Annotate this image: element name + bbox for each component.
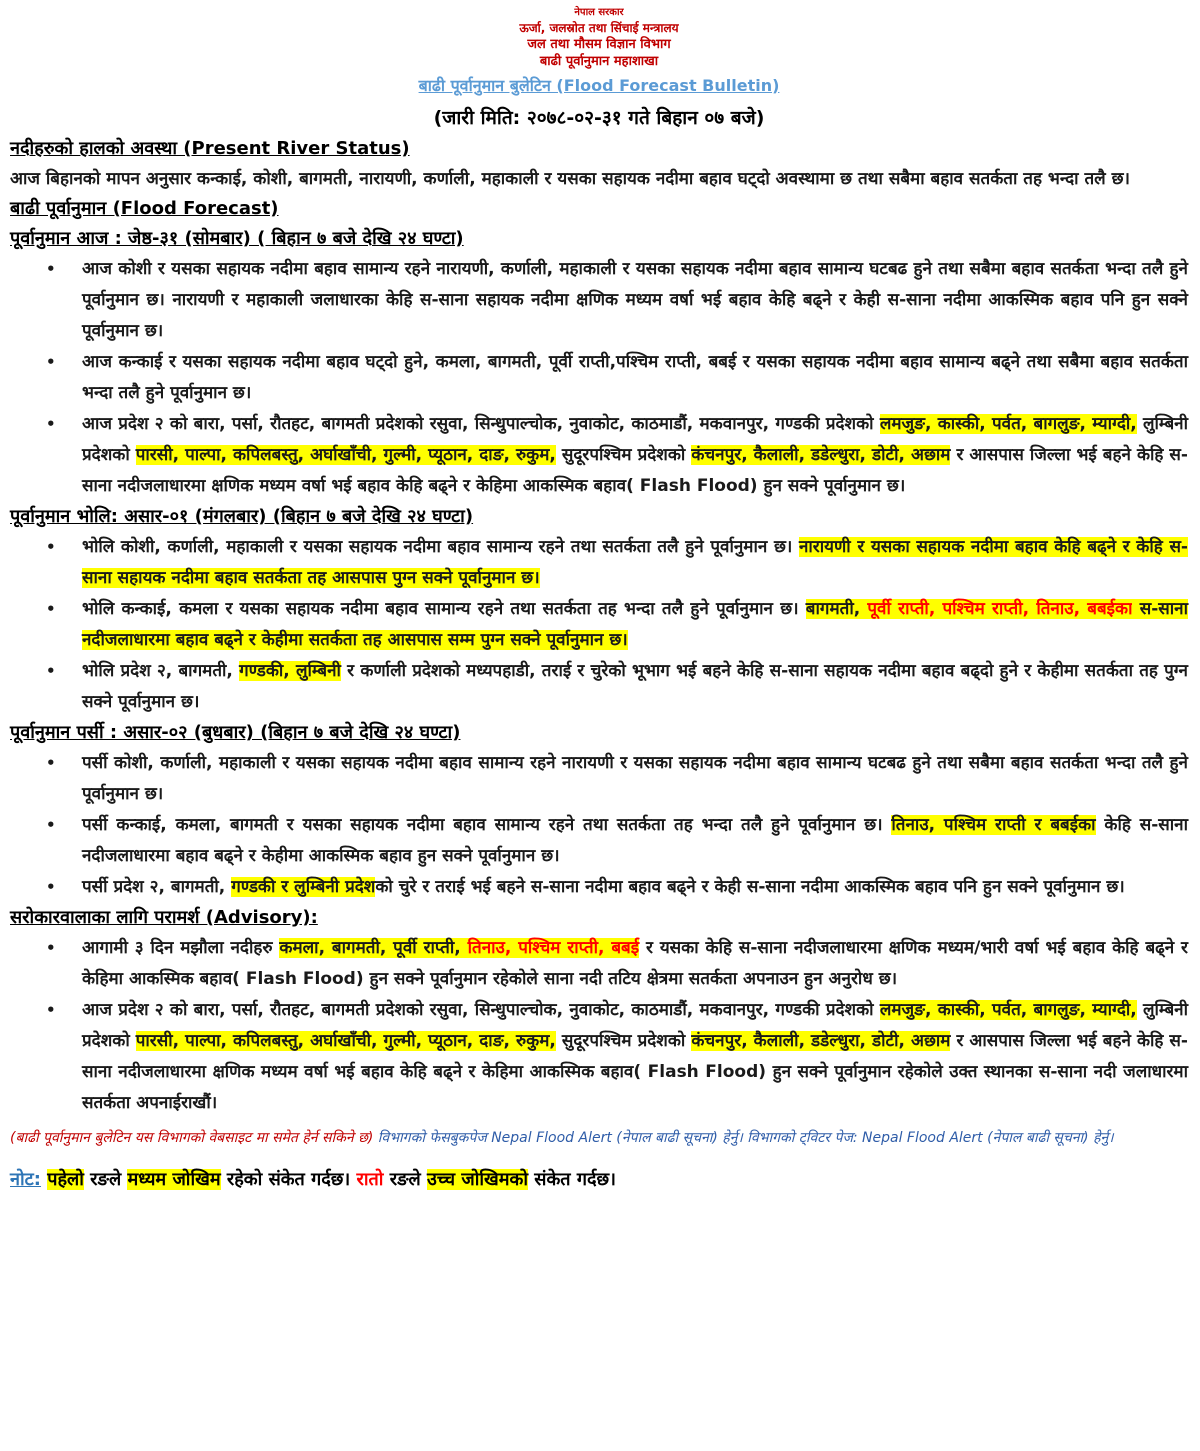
- item-text: पर्सी प्रदेश २, बागमती,: [82, 876, 232, 897]
- item-text: केहि स-साना नदीजलाधारमा बहाव बढ्ने र केहीमा आकस्मिक बहाव हुन सक्ने पूर्वानुमान छ।: [82, 814, 1189, 866]
- legend-yellow-word: पहेलो: [47, 1168, 84, 1190]
- item-text: भोलि कोशी, कर्णाली, महाकाली र यसका सहायक नदीमा बहाव सामान्य रहने तथा सतर्कता तलै हुने पूर्वानुमान छ।: [82, 536, 799, 557]
- item-text: भोलि प्रदेश २, बागमती,: [82, 660, 240, 681]
- legend-text: रहेको संकेत गर्दछ।: [220, 1168, 357, 1190]
- highlight-yellow: कंचनपुर, कैलाली, डडेल्धुरा, डोटी, अछाम: [691, 1030, 951, 1051]
- list-item: • आज कन्काई र यसका सहायक नदीमा बहाव घट्दो हुने, कमला, बागमती, पूर्वी राप्ती,पश्चिम राप्ती, बबई र यसका सहायक नदीमा बहाव सामान्य बढ्ने तथा सबैमा बहाव सतर्कता भन्दा तलै हुने पूर्वानुमान छ।: [82, 347, 1188, 409]
- advisory-heading: सरोकारवालाका लागि परामर्श (Advisory):: [10, 906, 318, 928]
- highlight-yellow: तिनाउ, पश्चिम राप्ती र बबईका: [891, 814, 1096, 835]
- advisory-list: [10, 933, 1188, 1119]
- division-line: बाढी पूर्वानुमान महाशाखा: [539, 54, 659, 70]
- forecast-dayafter-list: [10, 748, 1188, 903]
- item-text: लुम्बिनी प्रदेशको: [82, 413, 1189, 465]
- item-text: भोलि कन्काई, कमला र यसका सहायक नदीमा बहाव सामान्य रहने तथा सतर्कता तह भन्दा तलै हुने पूर्वानुमान छ।: [82, 598, 806, 619]
- legend-label: नोट:: [10, 1168, 41, 1190]
- forecast-today-list: [10, 254, 1188, 502]
- letterhead: [10, 6, 1188, 71]
- highlight-yellow: पारसी, पाल्पा, कपिलबस्तु, अर्घाखाँची, गुल्मी, प्यूठान, दाङ, रुकुम,: [135, 444, 556, 465]
- item-text: र यसका केहि स-साना नदीजलाधारमा क्षणिक मध्यम/भारी वर्षा भई बहाव केहि बढ्ने र केहिमा आकस्मिक बहाव( Flash Flood) हुन सक्ने पूर्वानुमान रहेकोले साना नदी तटिय क्षेत्रमा सतर्कता अपनाउन हुन अनुरोध छ।: [82, 937, 1189, 989]
- list-item: [82, 872, 1188, 903]
- list-item: • आज कोशी र यसका सहायक नदीमा बहाव सामान्य रहने नारायणी, कर्णाली, महाकाली र यसका सहायक नदीमा बहाव सामान्य घटबढ हुने तथा सबैमा बहाव सतर्कता भन्दा तलै हुने पूर्वानुमान छ। नारायणी र महाकाली जलाधारका केहि स-साना सहायक नदीमा क्षणिक मध्यम वर्षा भई बहाव केहि बढ्ने र केही स-साना नदीमा आकस्मिक बहाव पनि हुन सक्ने पूर्वानुमान छ।: [82, 254, 1188, 347]
- highlight-yellow: कंचनपुर, कैलाली, डडेल्धुरा, डोटी, अछाम: [691, 444, 951, 465]
- forecast-today-heading: पूर्वानुमान आज : जेष्ठ-३१ (सोमबार) ( बिहान ७ बजे देखि २४ घण्टा): [10, 227, 464, 249]
- highlight-yellow: स-साना नदीजलाधारमा बहाव बढ्ने र केहीमा सतर्कता तह आसपास सम्म पुग्न सक्ने पूर्वानुमान छ।: [82, 598, 1188, 650]
- highlight-yellow: नारायणी र यसका सहायक नदीमा बहाव केहि बढ्ने र केहि स-साना सहायक नदीमा बहाव सतर्कता तह आसपास पुग्न सक्ने पूर्वानुमान छ।: [82, 536, 1188, 588]
- forecast-tomorrow-list: [10, 532, 1188, 718]
- item-text: र आसपास जिल्ला भई बहने केहि स-साना नदीजलाधारमा क्षणिक मध्यम वर्षा भई बहाव केहि बढ्ने र केहिमा आकस्मिक बहाव( Flash Flood) हुन सक्ने पूर्वानुमान रहेकोले उक्त स्थानका स-साना नदी जलाधारमा सतर्कता अपनाईराखौं।: [82, 1030, 1188, 1113]
- government-line: नेपाल सरकार: [574, 7, 624, 18]
- forecast-dayafter-heading: पूर्वानुमान पर्सी : असार-०२ (बुधबार) (बिहान ७ बजे देखि २४ घण्टा): [10, 721, 461, 743]
- legend-text: रङले: [383, 1168, 428, 1190]
- flood-forecast-heading: बाढी पूर्वानुमान (Flood Forecast): [10, 197, 279, 219]
- item-text: सुदूरपश्चिम प्रदेशको: [555, 1030, 692, 1051]
- highlight-yellow: बागमती,: [805, 598, 868, 619]
- item-text: लुम्बिनी प्रदेशको: [82, 999, 1189, 1051]
- item-text: र आसपास जिल्ला भई बहने केहि स-साना नदीजलाधारमा क्षणिक मध्यम वर्षा भई बहाव केहि बढ्ने र केहिमा आकस्मिक बहाव( Flash Flood) हुन सक्ने पूर्वानुमान छ।: [82, 444, 1188, 496]
- list-item: • पर्सी कोशी, कर्णाली, महाकाली र यसका सहायक नदीमा बहाव सामान्य रहने नारायणी र यसका सहायक नदीमा बहाव सामान्य घटबढ हुने तथा सबैमा बहाव सतर्कता भन्दा तलै हुने पूर्वानुमान छ।: [82, 748, 1188, 810]
- note-social: विभागको फेसबुकपेज Nepal Flood Alert (नेपाल बाढी सूचना) हेर्नु। विभागको ट्विटर पेज: Nepal Flood Alert (नेपाल बाढी सूचना) हेर्नु।: [373, 1129, 1114, 1146]
- highlight-yellow: गण्डकी र लुम्बिनी प्रदेश: [231, 876, 376, 897]
- legend-medium-risk: मध्यम जोखिम: [127, 1168, 221, 1190]
- note-paren: (बाढी पूर्वानुमान बुलेटिन यस विभागको वेबसाइट मा समेत हेर्न सकिने छ): [10, 1129, 374, 1146]
- website-note: [10, 1123, 1188, 1153]
- list-item: [82, 594, 1188, 656]
- issued-date: (जारी मिति: २०७८-०२-३१ गते बिहान ०७ बजे): [433, 106, 765, 129]
- highlight-yellow: लमजुङ, कास्की, पर्वत, बागलुङ, म्याग्दी,: [879, 999, 1137, 1020]
- highlight-yellow: गण्डकी, लुम्बिनी: [239, 660, 341, 681]
- list-item: [82, 933, 1188, 995]
- list-item: [82, 409, 1188, 502]
- item-text: को चुरे र तराई भई बहने स-साना नदीमा बहाव बढ्ने र केही स-साना नदीमा आकस्मिक बहाव पनि हुन सक्ने पूर्वानुमान छ।: [375, 876, 1125, 897]
- highlight-yellow: पारसी, पाल्पा, कपिलबस्तु, अर्घाखाँची, गुल्मी, प्यूठान, दाङ, रुकुम,: [135, 1030, 556, 1051]
- bulletin-title: बाढी पूर्वानुमान बुलेटिन (Flood Forecast Bulletin): [418, 75, 780, 95]
- forecast-tomorrow-heading: पूर्वानुमान भोलि: असार-०१ (मंगलबार) (बिहान ७ बजे देखि २४ घण्टा): [10, 505, 474, 527]
- color-legend: [10, 1167, 1188, 1191]
- item-text: पर्सी कन्काई, कमला, बागमती र यसका सहायक नदीमा बहाव सामान्य रहने तथा सतर्कता तह भन्दा तलै हुने पूर्वानुमान छ।: [82, 814, 892, 835]
- legend-text: संकेत गर्दछ।: [528, 1168, 616, 1190]
- list-item: [82, 810, 1188, 872]
- legend-high-risk: उच्च जोखिमको: [427, 1168, 529, 1190]
- department-line: जल तथा मौसम विज्ञान विभाग: [527, 36, 671, 52]
- highlight-red-text: तिनाउ, पश्चिम राप्ती, बबई: [467, 937, 640, 958]
- item-text: आज प्रदेश २ को बारा, पर्सा, रौतहट, बागमती प्रदेशको रसुवा, सिन्धुपाल्चोक, नुवाकोट, काठमाडौं, मकवानपुर, गण्डकी प्रदेशको: [82, 999, 880, 1020]
- present-status-text: आज बिहानको मापन अनुसार कन्काई, कोशी, बागमती, नारायणी, कर्णाली, महाकाली र यसका सहायक नदीमा बहाव घट्दो अवस्थामा छ तथा सबैमा बहाव सतर्कता तह भन्दा तलै छ।: [10, 168, 1130, 189]
- highlight-yellow: कमला, बागमती, पूर्वी राप्ती,: [279, 937, 468, 958]
- item-text: आगामी ३ दिन मझौला नदीहरु: [82, 937, 280, 958]
- legend-text: रङले: [83, 1168, 128, 1190]
- ministry-line: ऊर्जा, जलस्रोत तथा सिंचाई मन्त्रालय: [519, 20, 679, 35]
- present-status-heading: नदीहरुको हालको अवस्था (Present River Status): [10, 137, 410, 159]
- item-text: आज प्रदेश २ को बारा, पर्सा, रौतहट, बागमती प्रदेशको रसुवा, सिन्धुपाल्चोक, नुवाकोट, काठमाडौं, मकवानपुर, गण्डकी प्रदेशको: [82, 413, 880, 434]
- legend-red-word: रातो: [356, 1168, 384, 1190]
- list-item: [82, 995, 1188, 1119]
- list-item: [82, 656, 1188, 718]
- highlight-red-text: पूर्वी राप्ती, पश्चिम राप्ती, तिनाउ, बबईका: [867, 598, 1133, 619]
- item-text: सुदूरपश्चिम प्रदेशको: [555, 444, 692, 465]
- item-text: र कर्णाली प्रदेशको मध्यपहाडी, तराई र चुरेको भूभाग भई बहने केहि स-साना सहायक नदीमा बहाव बढ्दो हुने र केहीमा सतर्कता तह पुग्न सक्ने पूर्वानुमान छ।: [82, 660, 1188, 712]
- list-item: [82, 532, 1188, 594]
- highlight-yellow: लमजुङ, कास्की, पर्वत, बागलुङ, म्याग्दी,: [879, 413, 1137, 434]
